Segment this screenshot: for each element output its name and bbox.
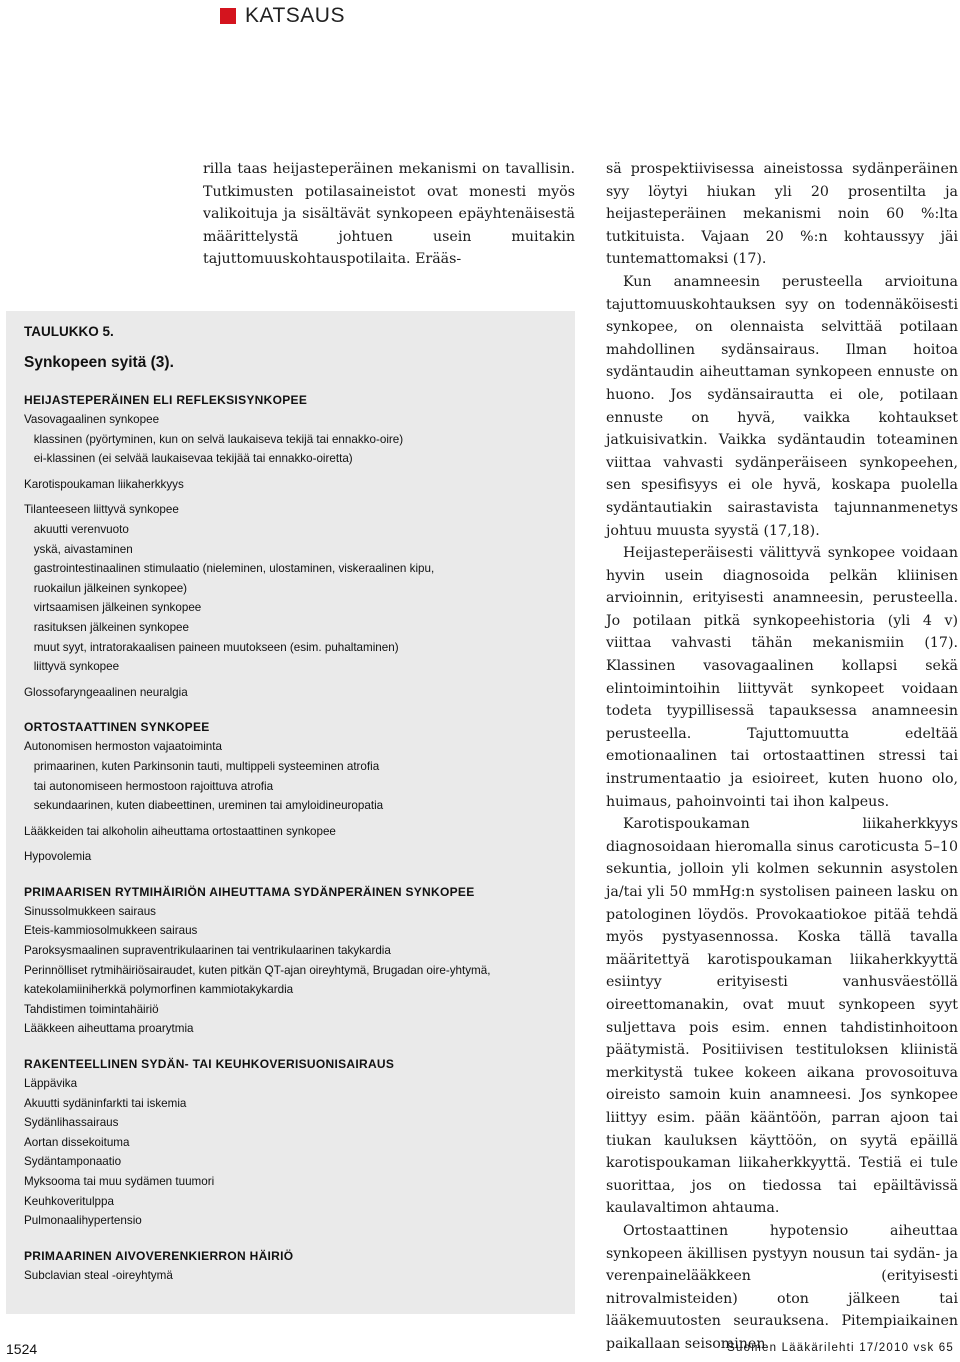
table-group [24,718,575,867]
table-group-heading: PRIMAARISEN RYTMIHÄIRIÖN AIHEUTTAMA SYDÄNPERÄINEN SYNKOPEE [24,884,475,899]
table-row: akuutti verenvuoto [33,521,129,536]
table-row: Paroksysmaalinen supraventrikulaarinen tai ventrikulaarinen takykardia [24,943,391,958]
table-row: Tilanteeseen liittyvä synkopee [24,502,179,517]
table-row: Myksooma tai muu sydämen tuumori [24,1174,215,1188]
table-row: Sydäntamponaatio [24,1154,122,1169]
article-body-column [606,158,958,1355]
table-row: klassinen (pyörtyminen, kun on selvä laukaiseva tekijä tai ennakko-oire) [33,431,404,446]
body-paragraph: Heijasteperäisesti välittyvä synkopee voidaan hyvin usein diagnosoida pelkän kliinisen arvioinnin, erityisesti anamneesin, perusteella. Jo potilaan pitkä synkopeehistoria (yli 4 v) viittaa vahvasti tähän mekanismiin (17). Klassinen vasovagaalinen kollapsi sekä elintoimintoihin liittyvät synkopeet voidaan todeta tyypillisessä tapauksessa anamneesin perusteella. Tajuttomuutta edeltää emotionaalinen tai ortostaattinen stressi tai instrumentaatio ja esioireet, kuten huono olo, huimaus, pahoinvointi tai ihon kalpeus. [606,545,958,810]
table-label: TAULUKKO 5. [24,324,114,339]
table-row: Tahdistimen toimintahäiriö [24,1001,159,1016]
body-paragraph: sä prospektiivisessa aineistossa sydänperäinen syy löytyi hiukan yli 20 prosentilta ja heijasteperäinen mekanismi noin 60 %:lta tutkituista. Vajaan 20 %:n kohtaussyy jäi tuntemattomaksi (17). [606,161,958,268]
table-row: yskä, aivastaminen [33,541,133,556]
table-row: gastrointestinaalinen stimulaatio (nieleminen, ulostaminen, viskeraalinen kipu, [33,561,435,576]
table-group-heading: HEIJASTEPERÄINEN ELI REFLEKSISYNKOPEE [24,393,308,407]
table-row: katekolamiiniherkkä polymorfinen kammiotakykardia [24,982,294,997]
table-row: ei-klassinen (ei selvää laukaisevaa tekijää tai ennakko-oiretta) [33,451,353,466]
section-header [220,4,345,28]
table-row: Karotispoukaman liikaherkkyys [24,476,184,491]
table-group-heading: ORTOSTAATTINEN SYNKOPEE [24,720,210,735]
body-paragraph: Ortostaattinen hypotensio aiheuttaa synkopeen äkillisen pystyyn nousun tai sydän- ja verenpainelääkkeen (erityisesti nitrovalmisteiden) oton jälkeen tai lääkemuutosten seurauksena. Pitempiaikainen paikallaan seisominen [606,1222,958,1352]
section-marker-icon [220,8,236,24]
table-row: virtsaamisen jälkeinen synkopee [33,600,202,615]
table-row: liittyvä synkopee [33,659,120,674]
body-paragraph: Kun anamneesin perusteella arvioituna tajuttomuuskohtauksen syy on todennäköisesti synkopee, on olennaista selvittää potilaan mahdollinen sydänsairaus. Ilman hoitoa sydäntaudin aiheuttaman synkopeen ennuste on huono. Jos sydänsairautta ei ole, potilaan ennuste on hyvä, vaikka kohtaukset jatkuisivatkin. Vaikka sydäntaudin toteaminen viittaa vahvasti sydänperäiseen synkopeehen, sen spesifisyys ei ole hyvä, koskapa puolella sydäntautiakin sairastavista tajunnanmenetys johtuu muusta syystä (17,18). [606,273,958,539]
table-group [24,1247,575,1286]
table-group-heading: PRIMAARINEN AIVOVERENKIERRON HÄIRIÖ [24,1248,294,1263]
table-row: Vasovagaalinen synkopee [24,412,160,426]
table-groups [24,391,575,1285]
page-number: 1524 [6,1341,38,1357]
table-row: primaarinen, kuten Parkinsonin tauti, multippeli systeeminen atrofia [33,758,380,773]
table-title: Synkopeen syitä (3). [24,354,174,371]
table-row: sekundaarinen, kuten diabeettinen, ureminen tai amyloidineuropatia [33,798,384,813]
table-row: Autonomisen hermoston vajaatoiminta [24,739,223,754]
table-row: muut syyt, intratorakaalisen paineen muutokseen (esim. puhaltaminen) [33,639,399,654]
table-row: Hypovolemia [24,849,92,864]
table-row: Pulmonaalihypertensio [24,1213,142,1228]
table-group [24,1055,575,1231]
table-row: Lääkkeiden tai alkoholin aiheuttama ortostaattinen synkopee [24,823,336,838]
section-title: KATSAUS [245,4,345,27]
table-group-heading: RAKENTEELLINEN SYDÄN- TAI KEUHKOVERISUONISAIRAUS [24,1057,395,1072]
table-row: Perinnölliset rytmihäiriösairaudet, kuten pitkän QT-ajan oireyhtymä, Brugadan oire-yhtymä, [24,962,491,977]
table-row: rasituksen jälkeinen synkopee [33,619,190,634]
intro-paragraph: rilla taas heijasteperäinen mekanismi on tavallisin. Tutkimusten potilasaineistot ovat monesti myös valikoituja ja sisältävät synkopeen epäyhtenäisestä määrittelystä johtuen usein muitakin tajuttomuuskohtauspotilaita. Erääs- [203,161,575,268]
table-group [24,391,575,702]
body-paragraph: Karotispoukaman liikaherkkyys diagnosoidaan hieromalla sinus caroticusta 5–10 sekuntia, jolloin yli kolmen sekunnin asystolen ja/tai yli 50 mmHg:n systolisen paineen lasku on patologinen löydös. Provokaatiokoe pitää tehdä myös pystyasennossa. Koska tällä tavalla määritettyä karotispoukaman liikaherkkyyttä esiintyy erityisesti vanhusväestöllä oireettomanakin, ovat muut synkopeen syyt suljettava pois esim. ennen tahdistinhoitoon päätymistä. Positiivisen testituloksen kliinistä merkitystä tukee kokeen aikana provosoituva oireisto samoin kuin anamneesi. Jos synkopee liittyy esim. pään kääntöön, parran ajoon tai tiukan kauluksen käyttöön, on syytä epäillä karotispoukaman liikaherkkyyttä. Testiä ei tule suorittaa, jos on tiedossa tai epäiltävissä kaulavaltimon ahtauma. [606,816,958,1217]
table-row: Sinussolmukkeen sairaus [24,903,156,918]
table-row: Keuhkoveritulppa [24,1193,114,1208]
table-row: Lääkkeen aiheuttama proarytmia [24,1021,194,1036]
table-group [24,883,575,1039]
table-row: ruokailun jälkeinen synkopee) [33,580,188,595]
journal-footer: Suomen Lääkärilehti 17/2010 vsk 65 [727,1342,954,1354]
table-row: Sydänlihassairaus [24,1115,119,1130]
table-row: Akuutti sydäninfarkti tai iskemia [24,1095,187,1110]
table-row: Läppävika [24,1076,78,1091]
table-row: Glossofaryngeaalinen neuralgia [24,684,188,699]
table-row: Eteis-kammiosolmukkeen sairaus [24,923,198,938]
table-5 [6,311,575,1314]
table-row: tai autonomiseen hermostoon rajoittuva atrofia [33,778,274,793]
table-row: Subclavian steal -oireyhtymä [24,1267,173,1282]
table-row: Aortan dissekoituma [24,1134,130,1149]
